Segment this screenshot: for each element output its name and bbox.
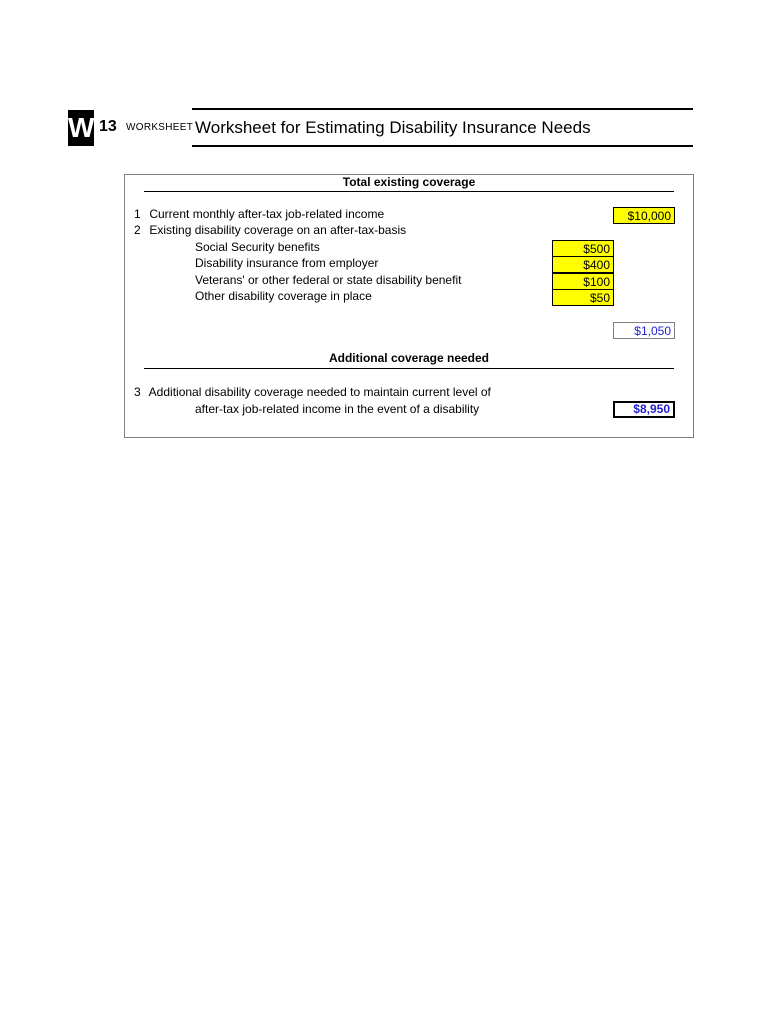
worksheet-header: [68, 108, 693, 148]
title-rule-bottom: [192, 145, 693, 147]
line-2-label: Existing disability coverage on an after-tax-basis: [149, 223, 407, 237]
line-number: 2: [134, 223, 141, 237]
section-rule: [144, 191, 674, 192]
worksheet-label: WORKSHEET: [126, 122, 194, 133]
item-label-veterans-benefit: Veterans' or other federal or state disability benefit: [195, 273, 462, 287]
social-security-input[interactable]: $500: [552, 240, 614, 257]
line-1: [134, 207, 384, 221]
line-1-label: Current monthly after-tax job-related income: [149, 207, 385, 221]
page-title: Worksheet for Estimating Disability Insurance Needs: [195, 118, 591, 137]
section-heading-additional-coverage: Additional coverage needed: [328, 351, 490, 365]
line-3-label: Additional disability coverage needed to maintain current level of: [148, 385, 491, 399]
employer-insurance-input[interactable]: $400: [552, 256, 614, 273]
line-number: 1: [134, 207, 141, 221]
additional-coverage-needed: $8,950: [613, 401, 675, 418]
other-coverage-input[interactable]: $50: [552, 289, 614, 306]
line-3-label-continued: after-tax job-related income in the event of a disability: [195, 402, 480, 416]
title-rule-top: [192, 108, 693, 110]
section-heading-existing-coverage: Total existing coverage: [342, 175, 476, 189]
line-number: 3: [134, 385, 141, 399]
worksheet-badge-letter: W: [68, 110, 94, 146]
veterans-benefit-input[interactable]: $100: [552, 273, 614, 290]
item-label-employer-insurance: Disability insurance from employer: [195, 256, 379, 270]
current-income-input[interactable]: $10,000: [613, 207, 675, 224]
worksheet-number: 13: [99, 118, 117, 135]
section-rule: [144, 368, 674, 369]
worksheet-panel: [124, 174, 694, 438]
item-label-social-security: Social Security benefits: [195, 240, 320, 254]
existing-coverage-total: $1,050: [613, 322, 675, 339]
line-2: [134, 223, 406, 237]
line-3: [134, 385, 491, 399]
item-label-other-coverage: Other disability coverage in place: [195, 289, 372, 303]
